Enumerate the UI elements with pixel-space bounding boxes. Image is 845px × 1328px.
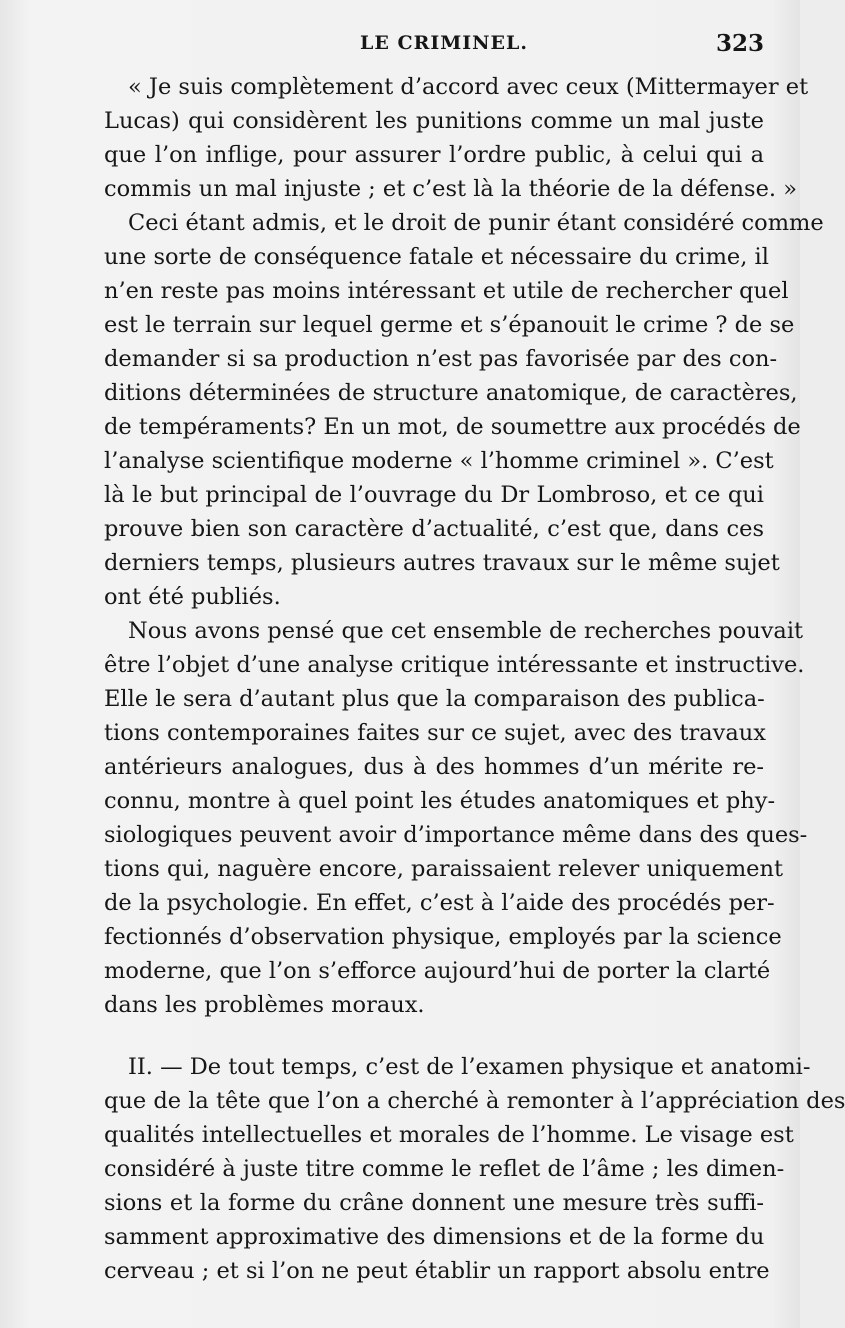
text-line: commis un mal injuste ; et c’est là la théorie de la défense. » bbox=[104, 176, 797, 202]
text-line: une sorte de conséquence fatale et nécessaire du crime, il bbox=[104, 244, 769, 270]
text-line: l’analyse scientifique moderne « l’homme criminel ». C’est bbox=[104, 448, 774, 474]
text-line: ont été publiés. bbox=[104, 584, 281, 610]
paragraph-3 bbox=[104, 614, 808, 1022]
text-line: Nous avons pensé que cet ensemble de recherches pouvait bbox=[128, 618, 804, 644]
text-line: « Je suis complètement d’accord avec ceux (Mittermayer et bbox=[128, 74, 809, 100]
text-line: qualités intellectuelles et morales de l’homme. Le visage est bbox=[104, 1122, 794, 1148]
text-line: tions qui, naguère encore, paraissaient relever uniquement bbox=[104, 856, 784, 882]
text-line: considéré à juste titre comme le reflet de l’âme ; les dimen- bbox=[104, 1156, 785, 1182]
text-line: que l’on inflige, pour assurer l’ordre public, à celui qui a bbox=[104, 142, 764, 168]
section-gap bbox=[104, 1022, 764, 1050]
paragraph-4 bbox=[104, 1050, 845, 1288]
text-line: là le but principal de l’ouvrage du Dr Lombroso, et ce qui bbox=[104, 482, 764, 508]
paragraph-1 bbox=[104, 70, 809, 206]
text-line: derniers temps, plusieurs autres travaux sur le même sujet bbox=[104, 550, 780, 576]
text-line: moderne, que l’on s’efforce aujourd’hui de porter la clarté bbox=[104, 958, 771, 984]
text-line: que de la tête que l’on a cherché à remonter à l’appréciation des bbox=[104, 1088, 845, 1114]
page-header bbox=[104, 30, 764, 60]
text-line: antérieurs analogues, dus à des hommes d’un mérite re- bbox=[104, 754, 764, 780]
page-number: 323 bbox=[715, 30, 764, 57]
text-line: ditions déterminées de structure anatomique, de caractères, bbox=[104, 380, 798, 406]
running-head: LE CRIMINEL. bbox=[360, 32, 528, 54]
text-line: sions et la forme du crâne donnent une mesure très suffi- bbox=[104, 1190, 764, 1216]
text-line: n’en reste pas moins intéressant et utile de rechercher quel bbox=[104, 278, 789, 304]
text-line: dans les problèmes moraux. bbox=[104, 992, 425, 1018]
paragraph-2 bbox=[104, 206, 824, 614]
text-line: est le terrain sur lequel germe et s’épanouit le crime ? de se bbox=[104, 312, 795, 338]
text-line: Ceci étant admis, et le droit de punir étant considéré comme bbox=[128, 210, 824, 236]
text-line: de la psychologie. En effet, c’est à l’aide des procédés per- bbox=[104, 890, 775, 916]
text-line: tions contemporaines faites sur ce sujet, avec des travaux bbox=[104, 720, 766, 746]
text-line: Lucas) qui considèrent les punitions comme un mal juste bbox=[104, 108, 764, 134]
body-text bbox=[104, 70, 845, 1288]
text-line: prouve bien son caractère d’actualité, c’est que, dans ces bbox=[104, 516, 764, 542]
text-line: être l’objet d’une analyse critique intéressante et instructive. bbox=[104, 652, 805, 678]
text-line: samment approximative des dimensions et de la forme du bbox=[104, 1224, 765, 1250]
text-line: siologiques peuvent avoir d’importance même dans des ques- bbox=[104, 822, 808, 848]
text-line: fectionnés d’observation physique, employés par la science bbox=[104, 924, 782, 950]
text-line: Elle le sera d’autant plus que la comparaison des publica- bbox=[104, 686, 765, 712]
text-line: II. — De tout temps, c’est de l’examen physique et anatomi- bbox=[128, 1054, 811, 1080]
text-line: de tempéraments? En un mot, de soumettre aux procédés de bbox=[104, 414, 801, 440]
text-line: connu, montre à quel point les études anatomiques et phy- bbox=[104, 788, 776, 814]
text-line: cerveau ; et si l’on ne peut établir un rapport absolu entre bbox=[104, 1258, 770, 1284]
text-line: demander si sa production n’est pas favorisée par des con- bbox=[104, 346, 778, 372]
